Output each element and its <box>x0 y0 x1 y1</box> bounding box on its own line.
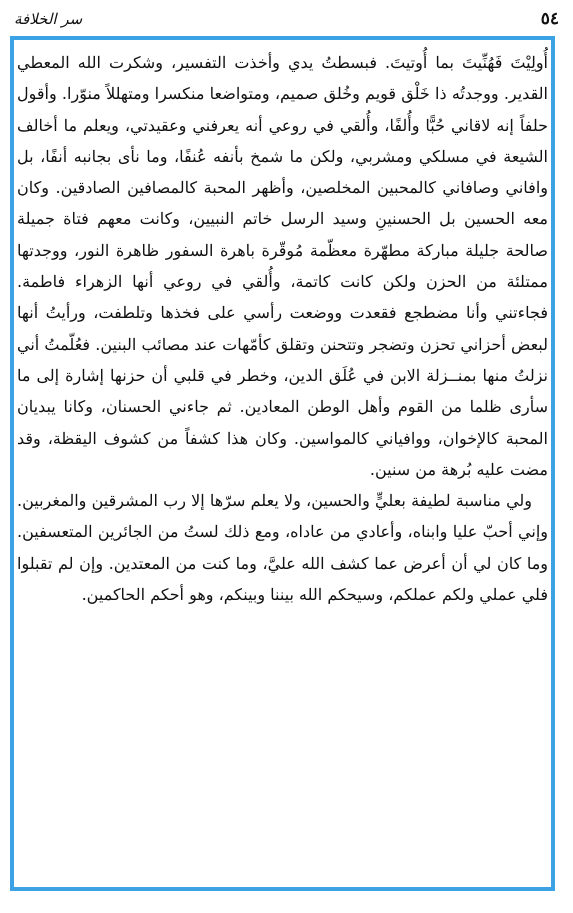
paragraph: أُولِيْتَ فَهُنِّيتَ بما أُوتيتَ. فبسطتُ يدي وأخذت التفسير، وشكرت الله المعطي القدير. ووجدتُه ذا خَلْق قويم وخُلق صميم، ومتواضعا منكسرا ومتهللاً منوّرا. وأقول حلفاً إنه لاقاني حُبًّا وأُلفًا، وأُلقي في روعي أنه يعرفني وعقيدتي، ويعلم ما أخالف الشيعة في مسلكي ومشربي، ولكن ما شمخ بأنفه عُنفًا، وما نأى بجانبه أنفًا، بل وافاني وصافاني كالمحبين المخلصين، وأظهر المحبة كالمصافين الصادقين. وكان معه الحسين بل الحسنينِ وسيد الرسل خاتم النبيين، وكانت معهم فتاة جميلة صالحة جليلة مباركة مطهّرة معظّمة مُوقّرة باهرة السفور ظاهرة النور، ووجدتها ممتلئة من الحزن ولكن كانت كاتمة، وأُلقي في روعي أنها الزهراء فاطمة. فجاءتني وأنا مضطجع فقعدت ووضعت رأسي على فخذها وتلطفت، ورأيتُ أنها لبعض أحزاني تحزن وتضجر وتتحنن وتقلق كأمّهات عند مصائب البنين. فعُلّمتُ أني نزلتُ منها بمنــزلة الابن في عُلَق الدين، وخطر في قلبي أن حزنها إشارة إلى ما سأرى ظلما من القوم وأهل الوطن المعادين. ثم جاءني الحسنان، وكانا يبديان المحبة كالإخوان، ووافياني كالمواسين. وكان هذا كشفاً من كشوف اليقظة، وقد مضت عليه بُرهة من سنين. <box>17 53 549 479</box>
book-title: سر الخلافة <box>14 10 83 28</box>
page-body <box>17 47 548 610</box>
page-header <box>14 6 559 32</box>
page-number: ٥٤ <box>540 9 559 29</box>
paragraph: ولي مناسبة لطيفة بعليٍّ والحسين، ولا يعلم سرّها إلا رب المشرقين والمغربين. وإني أحبّ عليا وابناه، وأعادي من عاداه، ومع ذلك لستُ من الجائرين المتعسفين. وما كان لي أن أعرض عما كشف الله عليَّ، وما كنت من المعتدين. وإن لم تقبلوا فلي عملي ولكم عملكم، وسيحكم الله بيننا وبينكم، وهو أحكم الحاكمين. <box>17 491 549 605</box>
